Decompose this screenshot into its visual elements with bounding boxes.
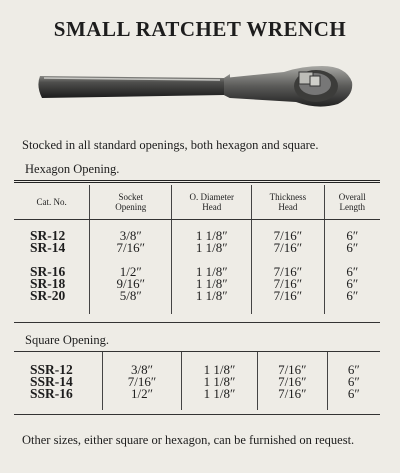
length-cell: 6″ 6″ 6″	[327, 352, 380, 410]
hexagon-table	[14, 185, 380, 314]
cat-no-cell: SR-12 SR-14	[30, 228, 66, 255]
col-cat-no: Cat. No.	[14, 185, 90, 220]
length-cell: 6″ 6″	[324, 220, 380, 263]
table-row-group	[14, 352, 380, 410]
cat-no-cell: SR-16 SR-18 SR-20	[30, 264, 66, 303]
top-rule	[14, 180, 380, 183]
thickness-cell: 7/16″ 7/16″ 7/16″	[258, 352, 327, 410]
table-row-group	[14, 262, 380, 314]
page-title: SMALL RATCHET WRENCH	[53, 17, 347, 41]
hexagon-heading: Hexagon Opening.	[25, 162, 120, 176]
square-heading: Square Opening.	[25, 333, 110, 347]
diameter-cell: 1 1/8″ 1 1/8″ 1 1/8″	[181, 352, 257, 410]
diameter-cell: 1 1/8″ 1 1/8″ 1 1/8″	[172, 262, 252, 314]
ratchet-wrench-image	[34, 62, 366, 112]
bottom-rule	[14, 414, 380, 415]
col-o-diameter-head: O. Diameter Head	[172, 185, 252, 220]
socket-cell: 3/8″ 7/16″	[90, 220, 172, 263]
col-thickness-head: Thickness Head	[252, 185, 324, 220]
length-cell: 6″ 6″ 6″	[324, 262, 380, 314]
thickness-cell: 7/16″ 7/16″ 7/16″	[252, 262, 324, 314]
square-table	[14, 352, 380, 410]
footer-note: Other sizes, either square or hexagon, can be furnished on request.	[22, 433, 355, 447]
cat-no-cell: SSR-12 SSR-14 SSR-16	[30, 362, 73, 401]
table-row-group	[14, 220, 380, 263]
col-overall-length: Overall Length	[324, 185, 380, 220]
section-rule	[14, 322, 380, 323]
diameter-cell: 1 1/8″ 1 1/8″	[172, 220, 252, 263]
socket-cell: 3/8″ 7/16″ 1/2″	[103, 352, 182, 410]
stocked-note: Stocked in all standard openings, both hexagon and square.	[22, 138, 319, 152]
col-socket-opening: Socket Opening	[90, 185, 172, 220]
thickness-cell: 7/16″ 7/16″	[252, 220, 324, 263]
socket-cell: 1/2″ 9/16″ 5/8″	[90, 262, 172, 314]
